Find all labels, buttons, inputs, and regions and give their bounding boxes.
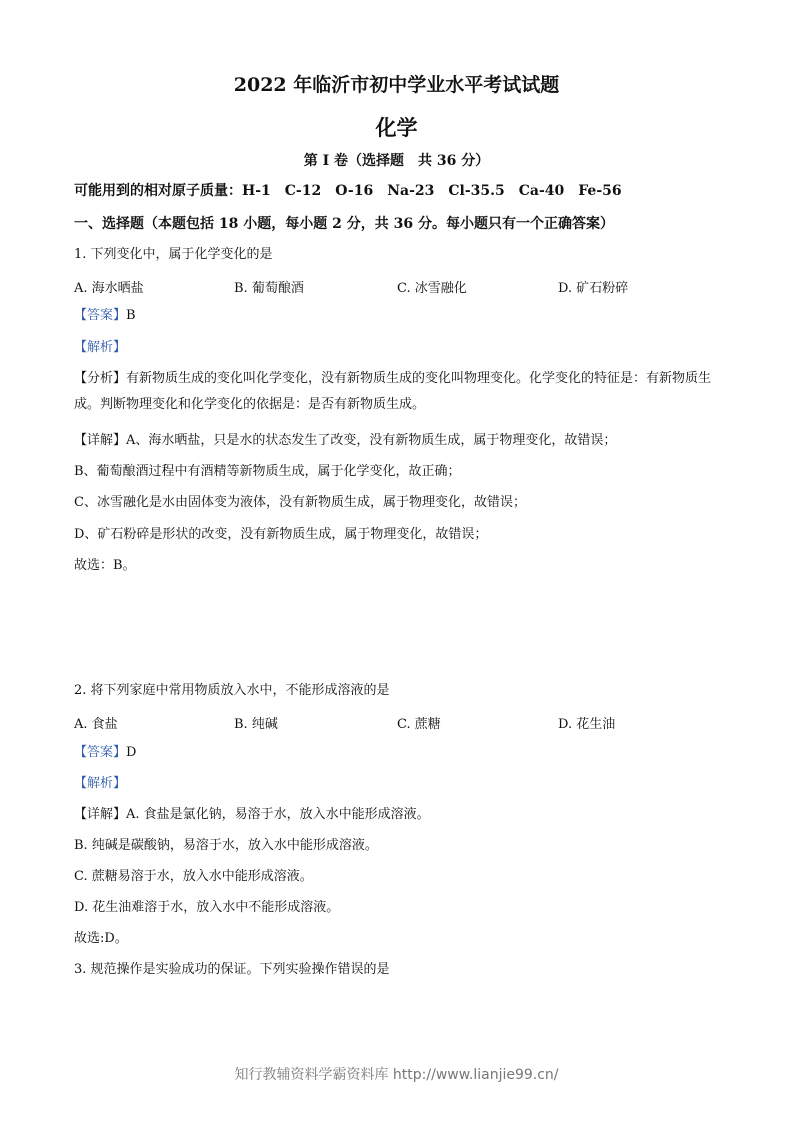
q2-option-a: A. 食盐 bbox=[74, 717, 118, 732]
q2-detail-b: B. 纯碱是碳酸钠，易溶于水，放入水中能形成溶液。 bbox=[74, 838, 378, 853]
q1-detail-d: D、矿石粉碎是形状的改变，没有新物质生成，属于物理变化，故错误； bbox=[74, 527, 488, 542]
exam-title: 2022 年临沂市初中学业水平考试试题 bbox=[233, 74, 560, 96]
q1-answer-value: B bbox=[126, 308, 136, 323]
fenxi-text: 有新物质生成的变化叫化学变化，没有新物质生成的变化叫物理变化。化学变化的特征是：有新物质生成。判断物理变化和化学变化的依据是：是否有新物质生成。 bbox=[74, 371, 712, 412]
q2-option-b: B. 纯碱 bbox=[234, 717, 278, 732]
q2-detail-c: C. 蔗糖易溶于水，放入水中能形成溶液。 bbox=[74, 869, 313, 884]
q1-fenxi bbox=[74, 366, 724, 418]
footer-watermark: 知行教辅资料学霸资料库 http://www.lianjie99.cn/ bbox=[234, 1067, 559, 1083]
atomic-masses: 可能用到的相对原子质量：H-1 C-12 O-16 Na-23 Cl-35.5 Ca-40 Fe-56 bbox=[74, 183, 622, 199]
q1-option-b: B. 葡萄酿酒 bbox=[234, 281, 304, 296]
answer-tag: 【答案】 bbox=[74, 308, 127, 323]
detail-tag: 【详解】 bbox=[74, 433, 127, 448]
fenxi-tag: 【分析】 bbox=[74, 371, 127, 386]
q2-answer bbox=[74, 744, 136, 762]
q1-answer bbox=[74, 307, 136, 325]
q2-analysis-tag: 【解析】 bbox=[74, 776, 127, 791]
q1-analysis-tag: 【解析】 bbox=[74, 340, 127, 355]
q1-option-d: D. 矿石粉碎 bbox=[558, 281, 629, 296]
detail-tag: 【详解】 bbox=[74, 807, 127, 822]
q2-conclusion: 故选:D。 bbox=[74, 931, 128, 946]
q1-option-c: C. 冰雪融化 bbox=[397, 281, 467, 296]
q2-stem: 2. 将下列家庭中常用物质放入水中，不能形成溶液的是 bbox=[74, 683, 390, 698]
q2-option-d: D. 花生油 bbox=[558, 717, 616, 732]
volume-title: 第 I 卷（选择题 共 36 分） bbox=[303, 153, 490, 169]
q1-detail-b: B、葡萄酿酒过程中有酒精等新物质生成，属于化学变化，故正确； bbox=[74, 464, 461, 479]
q2-detail-d: D. 花生油难溶于水，放入水中不能形成溶液。 bbox=[74, 900, 340, 915]
q1-stem: 1. 下列变化中，属于化学变化的是 bbox=[74, 247, 273, 262]
q2-detail-a: 【详解】A. 食盐是氯化钠，易溶于水，放入水中能形成溶液。 bbox=[74, 807, 430, 822]
q1-option-a: A. 海水晒盐 bbox=[74, 281, 144, 296]
q3-stem: 3. 规范操作是实验成功的保证。下列实验操作错误的是 bbox=[74, 962, 390, 977]
q1-detail-a: 【详解】A、海水晒盐，只是水的状态发生了改变，没有新物质生成，属于物理变化，故错误； bbox=[74, 433, 617, 448]
q1-conclusion: 故选：B。 bbox=[74, 558, 136, 573]
section-heading: 一、选择题（本题包括 18 小题，每小题 2 分，共 36 分。每小题只有一个正确答案） bbox=[74, 216, 614, 232]
q2-answer-value: D bbox=[126, 745, 137, 760]
q1-detail-c: C、冰雪融化是水由固体变为液体，没有新物质生成，属于物理变化，故错误； bbox=[74, 495, 526, 510]
subject-title: 化学 bbox=[375, 115, 418, 140]
q2-option-c: C. 蔗糖 bbox=[397, 717, 441, 732]
answer-tag: 【答案】 bbox=[74, 745, 127, 760]
